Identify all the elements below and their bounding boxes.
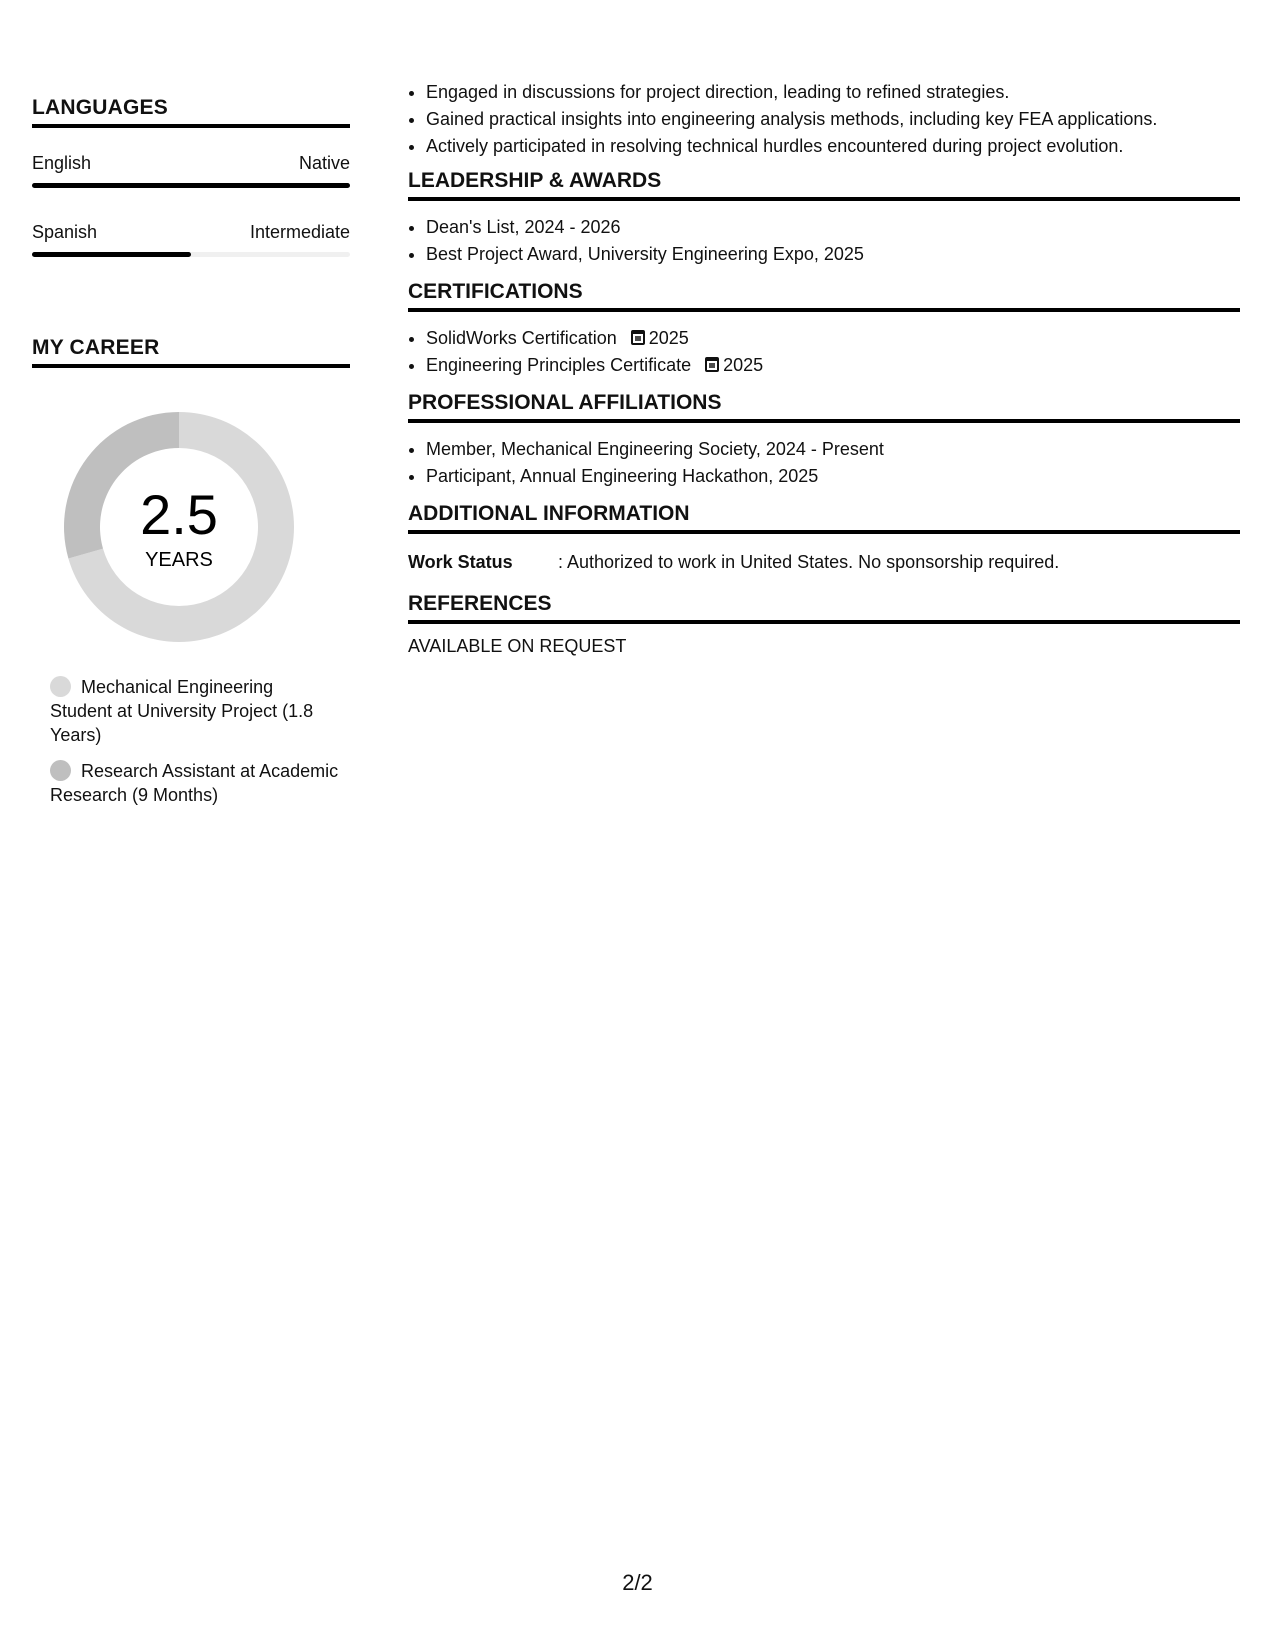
page-number: 2/2 [622,1570,653,1595]
career-total-value: 2.5 [140,483,218,546]
work-status-label: Work Status [408,552,513,572]
list-item: • Dean's List, 2024 - 2026 [426,214,1258,241]
list-item: • Best Project Award, University Engineering Expo, 2025 [426,241,1258,268]
work-status-value: : Authorized to work in United States. No sponsorship required. [558,552,1060,572]
certifications-list [408,325,1258,379]
list-item: • Engaged in discussions for project direction, leading to refined strategies. [426,79,1258,106]
language-proficiency-fill [32,183,350,188]
language-level: Native [298,153,350,173]
career-legend-label: Mechanical Engineering Student at University Project (1.8 Years) [50,677,314,745]
career-heading: MY CAREER [32,336,350,368]
career-donut-chart [64,412,294,642]
language-name: Spanish [32,222,98,242]
work-status-row [408,552,1059,573]
legend-dot-icon [50,760,71,781]
language-proficiency-fill [32,252,191,257]
certification-year: 2025 [648,328,689,348]
list-item [426,352,1258,379]
list-item: • Actively participated in resolving technical hurdles encountered during project evolution. [426,133,1258,160]
career-legend [50,675,340,819]
experience-bullets [408,79,1258,160]
language-level: Intermediate [249,222,350,242]
language-name: English [32,153,92,173]
certification-name: SolidWorks Certification [426,328,617,348]
list-item: • Gained practical insights into engineering analysis methods, including key FEA applications. [426,106,1258,133]
leadership-heading: LEADERSHIP & AWARDS [408,169,1240,201]
calendar-icon [705,357,719,372]
additional-info-heading: ADDITIONAL INFORMATION [408,502,1240,534]
languages-heading: LANGUAGES [32,96,350,128]
list-item: • Member, Mechanical Engineering Society, 2024 - Present [426,436,1258,463]
affiliations-list [408,436,1258,490]
language-item-english [32,153,350,188]
affiliations-heading: PROFESSIONAL AFFILIATIONS [408,391,1240,423]
references-text: AVAILABLE ON REQUEST [408,636,627,656]
language-item-spanish [32,222,350,257]
references-heading: REFERENCES [408,592,1240,624]
career-legend-item [50,759,340,807]
career-total-unit: YEARS [145,549,213,571]
language-proficiency-bar [32,252,350,257]
certification-year: 2025 [723,355,764,375]
certifications-heading: CERTIFICATIONS [408,280,1240,312]
list-item: • Participant, Annual Engineering Hackathon, 2025 [426,463,1258,490]
language-proficiency-bar [32,183,350,188]
leadership-list [408,214,1258,268]
certification-name: Engineering Principles Certificate [426,355,692,375]
list-item [426,325,1258,352]
career-legend-label: Research Assistant at Academic Research (9 Months) [50,761,339,805]
calendar-icon [631,330,645,345]
legend-dot-icon [50,676,71,697]
career-legend-item [50,675,340,747]
